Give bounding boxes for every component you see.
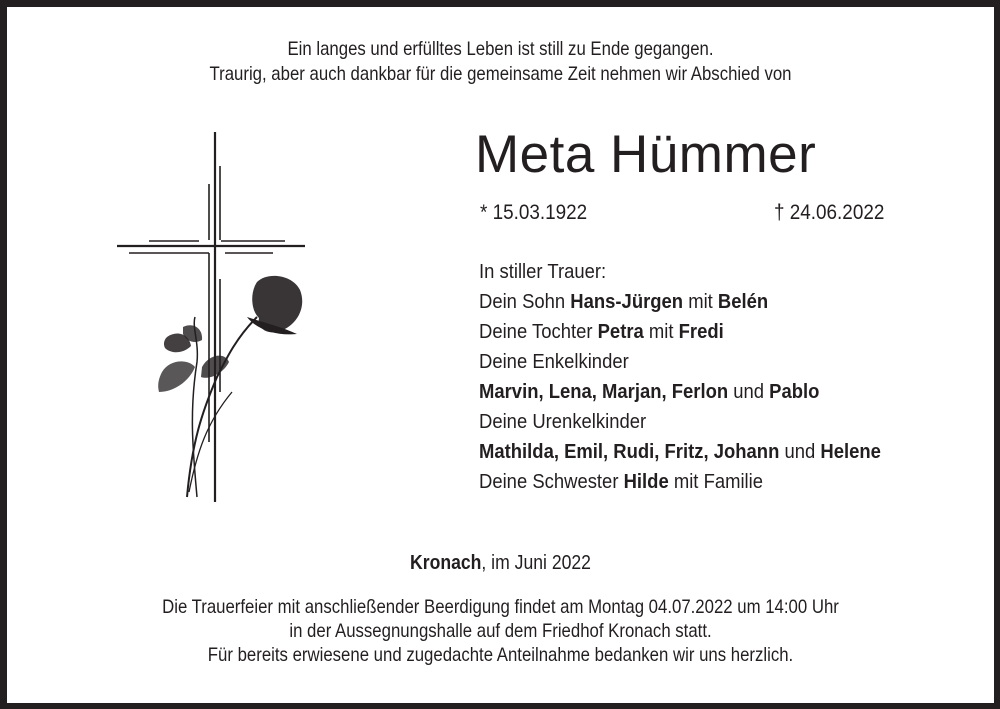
deceased-name: Meta Hümmer [475, 125, 817, 184]
mourner-name: Marvin, Lena, Marjan, Ferlon [479, 380, 729, 403]
service-line: Die Trauerfeier mit anschließender Beerdigung findet am Montag 04.07.2022 um 14:00 Uhr [162, 596, 839, 618]
place-date: , im Juni 2022 [481, 552, 591, 574]
mourner-line [479, 407, 881, 437]
mourner-relation: und [728, 380, 770, 403]
mourner-relation: und [779, 440, 821, 463]
intro-line: Ein langes und erfülltes Leben ist still zu Ende gegangen. [287, 38, 714, 60]
mourner-relation: Deine Schwester [479, 470, 624, 493]
intro-line: Traurig, aber auch dankbar für die gemeinsame Zeit nehmen wir Abschied von [209, 63, 792, 85]
mourners-heading: In stiller Trauer: [479, 260, 607, 283]
death-date: † 24.06.2022 [774, 201, 885, 224]
mourner-relation: mit [683, 290, 718, 313]
mourner-relation: mit Familie [668, 470, 764, 493]
mourner-line [479, 317, 881, 347]
obituary-notice [7, 7, 994, 703]
service-line: in der Aussegnungshalle auf dem Friedhof Kronach statt. [289, 620, 712, 642]
mourner-name: Hilde [623, 470, 669, 493]
life-dates [480, 201, 885, 231]
mourner-name: Fredi [678, 320, 724, 343]
mourner-relation: Deine Enkelkinder [479, 350, 629, 373]
mourner-name: Petra [597, 320, 644, 343]
place-name: Kronach [410, 552, 482, 574]
mourner-name: Hans-Jürgen [570, 290, 684, 313]
mourner-relation: Deine Tochter [479, 320, 598, 343]
mourner-name: Belén [717, 290, 769, 313]
mourner-line [479, 437, 881, 467]
cross-with-rose-icon [107, 122, 307, 502]
place-and-date [66, 552, 935, 575]
mourner-line [479, 467, 881, 497]
mourner-line [479, 377, 881, 407]
service-info [76, 595, 925, 667]
birth-date: * 15.03.1922 [480, 201, 588, 224]
service-line: Für bereits erwiesene und zugedachte Anteilnahme bedanken wir uns herzlich. [207, 644, 794, 666]
mourner-name: Mathilda, Emil, Rudi, Fritz, Johann [479, 440, 780, 463]
mourner-line [479, 347, 881, 377]
intro-text [76, 37, 925, 87]
mourner-relation: mit [643, 320, 679, 343]
mourner-name: Pablo [769, 380, 820, 403]
mourner-relation: Dein Sohn [479, 290, 571, 313]
mourner-relation: Deine Urenkelkinder [479, 410, 647, 433]
mourners-list [479, 257, 881, 497]
mourner-line [479, 287, 881, 317]
mourner-name: Helene [820, 440, 881, 463]
